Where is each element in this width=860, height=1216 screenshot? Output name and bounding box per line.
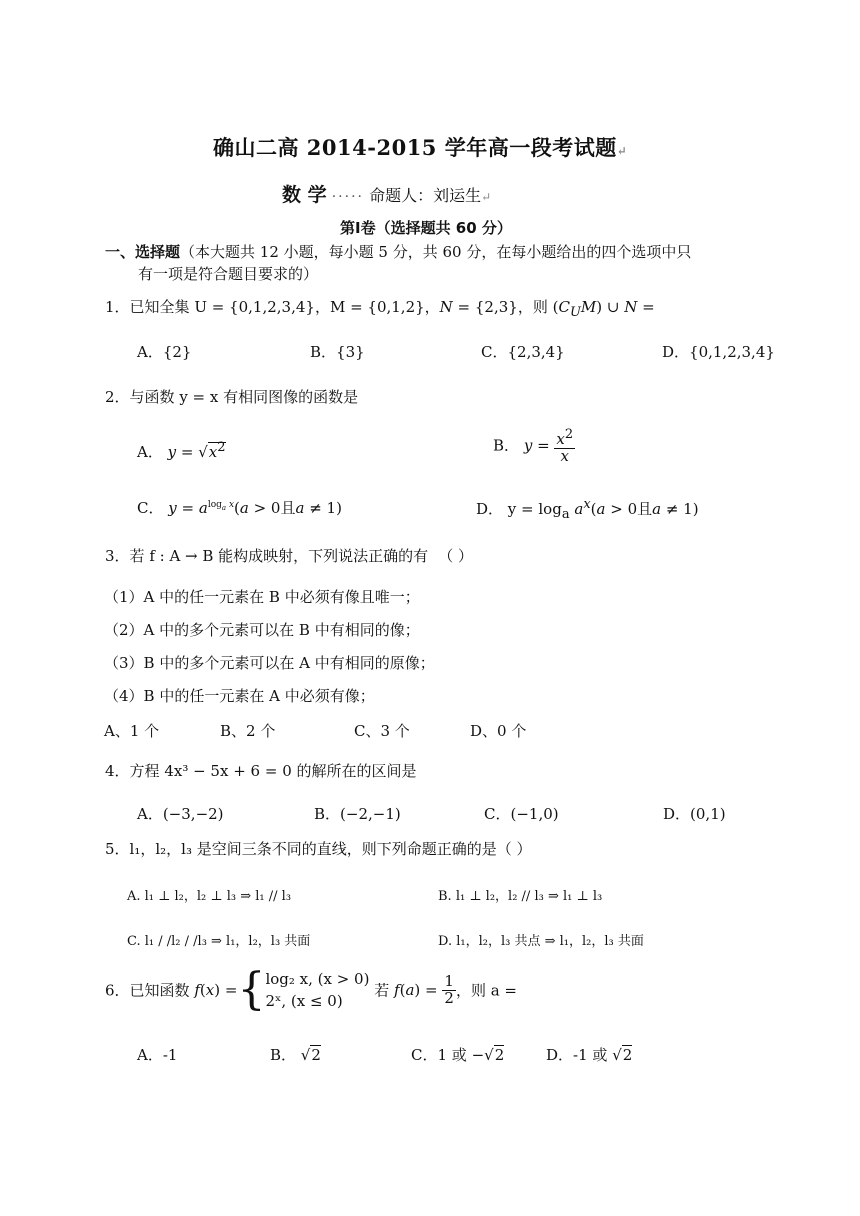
q6-option-b: B． √2 bbox=[270, 1046, 321, 1064]
answer-paren: （ ） bbox=[438, 547, 473, 565]
q4-option-a: A．(−3,−2) bbox=[137, 805, 224, 823]
q5-option-b: B. l₁ ⊥ l₂，l₂ // l₃ ⇒ l₁ ⊥ l₃ bbox=[438, 889, 603, 904]
question-3-text: 若 f : A → B 能构成映射，下列说法正确的有 bbox=[129, 547, 429, 565]
q5-option-a: A. l₁ ⊥ l₂，l₂ ⊥ l₃ ⇒ l₁ // l₃ bbox=[127, 889, 292, 904]
q3-statement-2: （2）A 中的多个元素可以在 B 中有相同的像； bbox=[104, 621, 420, 639]
option-label: B． bbox=[493, 436, 520, 455]
q3-option-d: D、0 个 bbox=[470, 722, 527, 740]
question-1-text: 已知全集 U = {0,1,2,3,4}，M = {0,1,2}，N = {2,3}，则 $(C_UM)$ ∪ N = bbox=[129, 298, 655, 320]
question-number: 1． bbox=[105, 298, 130, 316]
q6-option-d: D．-1 或 √2 bbox=[546, 1046, 633, 1064]
q4-option-c: C．(−1,0) bbox=[484, 805, 559, 823]
q4-option-d: D．(0,1) bbox=[663, 805, 726, 823]
q1-option-d: D．{0,1,2,3,4} bbox=[662, 343, 775, 361]
question-5-text: l₁，l₂，l₃ 是空间三条不同的直线，则下列命题正确的是（ ） bbox=[129, 840, 532, 858]
case-1: log₂ x, (x > 0) bbox=[265, 970, 370, 988]
section-desc-line2: 有一项是符合题目要求的） bbox=[138, 265, 319, 283]
fraction: $\frac{x^2}{x}$ bbox=[556, 427, 574, 465]
option-label: A． bbox=[137, 443, 163, 461]
question-2-text: 与函数 y = x 有相同图像的函数是 bbox=[129, 388, 359, 406]
q3-option-a: A、1 个 bbox=[104, 722, 160, 740]
q3-statement-3: （3）B 中的多个元素可以在 A 中有相同的原像； bbox=[104, 654, 435, 672]
option-label: D．-1 或 bbox=[546, 1046, 608, 1064]
section-heading bbox=[105, 241, 691, 262]
question-4 bbox=[105, 760, 417, 781]
question-number: 4． bbox=[105, 762, 130, 780]
question-setter: 命题人：刘运生 bbox=[369, 186, 482, 205]
q2-option-a: A． $y = √x^2$ bbox=[137, 440, 226, 461]
q2-option-d: D． $y = \log_a a^x(a > 0$且a ≠ 1) bbox=[476, 497, 699, 522]
q5-option-c: C. l₁ / /l₂ / /l₃ ⇒ l₁，l₂，l₃ 共面 bbox=[127, 934, 311, 949]
section-desc-line1: （本大题共 12 小题，每小题 5 分，共 60 分，在每小题给出的四个选项中只 bbox=[180, 243, 692, 261]
subject-line bbox=[282, 180, 491, 207]
dot-leader: ····· bbox=[331, 189, 364, 205]
q2-option-c: C． $y = a^{log_a x}(a > 0$且a ≠ 1) bbox=[137, 499, 342, 517]
question-6-tail: ，则 a = bbox=[455, 981, 517, 1000]
q3-statement-1: （1）A 中的任一元素在 B 中必须有像且唯一； bbox=[104, 588, 420, 606]
return-mark: ↵ bbox=[616, 144, 628, 158]
question-6-lead: 已知函数 bbox=[129, 981, 190, 1000]
part-title: 第Ⅰ卷（选择题共 60 分） bbox=[340, 219, 512, 237]
piecewise-brace: { bbox=[237, 964, 266, 1015]
q3-option-b: B、2 个 bbox=[220, 722, 276, 740]
exam-title bbox=[213, 132, 627, 162]
option-label: C． bbox=[137, 499, 164, 517]
question-5 bbox=[105, 838, 532, 859]
option-label: C．1 或 bbox=[411, 1046, 467, 1064]
question-number: 5． bbox=[105, 840, 130, 858]
question-2 bbox=[105, 386, 358, 407]
question-6: 6．已知函数 f(x) ={ log₂ x, (x > 0) 2ˣ, (x ≤ 0) 若 f(a) = $\frac{1}{2}$ ，则 a = bbox=[105, 964, 517, 1015]
question-3 bbox=[105, 545, 473, 566]
section-label: 一、选择题 bbox=[105, 243, 181, 261]
case-2: 2ˣ, (x ≤ 0) bbox=[265, 992, 343, 1010]
question-number: 2． bbox=[105, 388, 130, 406]
q6-option-a: A．-1 bbox=[137, 1046, 178, 1064]
subject-label: 数 学 bbox=[282, 184, 327, 206]
q4-option-b: B．(−2,−1) bbox=[314, 805, 401, 823]
exam-title-text: 确山二高 2014-2015 学年高一段考试题 bbox=[213, 135, 617, 160]
piecewise-cases bbox=[265, 968, 369, 1012]
question-1 bbox=[105, 296, 655, 320]
question-4-text: 方程 4x³ − 5x + 6 = 0 的解所在的区间是 bbox=[129, 762, 417, 780]
q6-option-c: C．1 或 −√2 bbox=[411, 1046, 505, 1064]
q1-option-b: B．{3} bbox=[310, 343, 365, 361]
q3-option-c: C、3 个 bbox=[354, 722, 410, 740]
fraction: $\frac{1}{2}$ bbox=[444, 971, 454, 1007]
q5-option-d: D. l₁，l₂，l₃ 共点 ⇒ l₁，l₂，l₃ 共面 bbox=[438, 934, 644, 949]
q3-statement-4: （4）B 中的任一元素在 A 中必须有像； bbox=[104, 687, 375, 705]
condition-word: 若 bbox=[374, 981, 390, 1000]
option-label: B． bbox=[270, 1046, 297, 1064]
q1-option-a: A．{2} bbox=[137, 343, 192, 361]
option-label: D． bbox=[476, 500, 504, 518]
question-number: 3． bbox=[105, 547, 130, 565]
return-mark: ↵ bbox=[481, 190, 492, 204]
q1-option-c: C．{2,3,4} bbox=[481, 343, 565, 361]
question-number: 6． bbox=[105, 981, 130, 1000]
q2-option-b: B． y = $\frac{x^2}{x}$ bbox=[493, 427, 574, 465]
